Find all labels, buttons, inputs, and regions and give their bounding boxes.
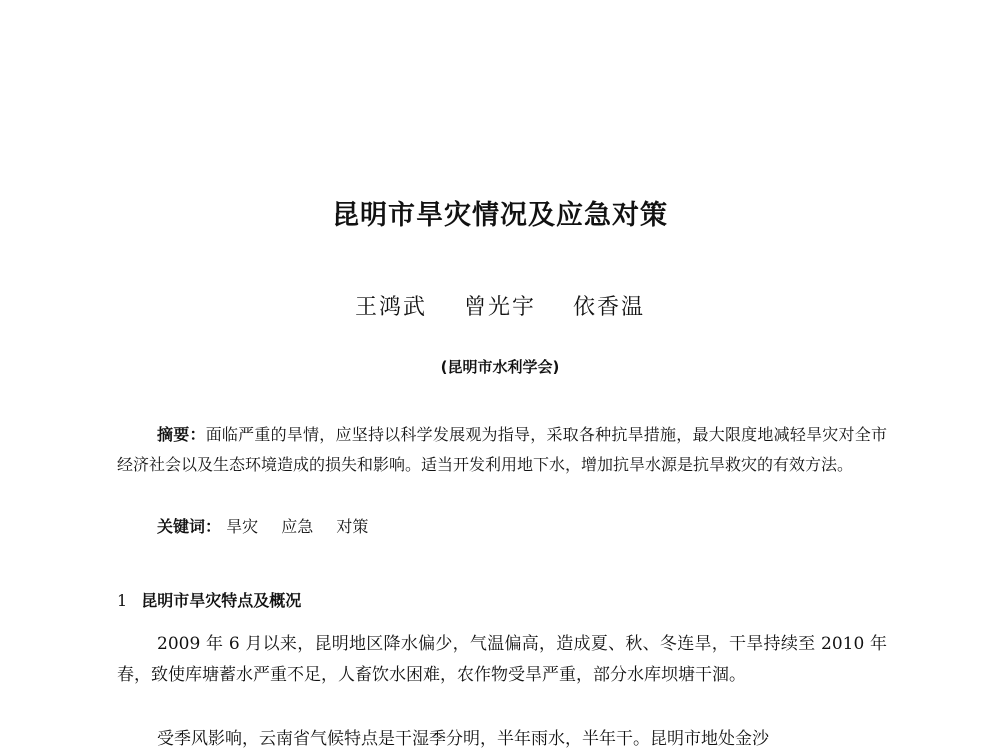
section-heading [117,588,301,611]
section-number: 1 [117,591,128,610]
keywords-label: 关键词： [157,517,222,536]
abstract-label: 摘要： [157,425,206,444]
keyword: 对策 [336,517,369,536]
page-title: 昆明市旱灾情况及应急对策 [332,200,668,231]
abstract-block [117,420,887,480]
section-title: 昆明市旱灾特点及概况 [141,591,302,610]
body-paragraph: 2009 年 6 月以来，昆明地区降水偏少，气温偏高，造成夏、秋、冬连旱，干旱持续至 2010 年春，致使库塘蓄水严重不足，人畜饮水困难，农作物受旱严重，部分水库坝塘干涸。 [117,634,887,685]
affiliation: (昆明市水利学会) [440,358,560,376]
keyword: 旱灾 [226,517,259,536]
body-paragraph: 受季风影响，云南省气候特点是干湿季分明，半年雨水，半年干。昆明市地处金沙 [157,729,769,749]
author-name: 王鸿武 [354,295,427,320]
author-list [0,290,1000,321]
keyword: 应急 [281,517,314,536]
author-name: 曾光宇 [463,295,536,320]
keywords-block [157,512,386,542]
author-name: 依香温 [573,295,646,320]
abstract-text: 面临严重的旱情，应坚持以科学发展观为指导，采取各种抗旱措施，最大限度地减轻旱灾对全市经济社会以及生态环境造成的损失和影响。适当开发利用地下水，增加抗旱水源是抗旱救灾的有效方法。 [117,425,887,474]
